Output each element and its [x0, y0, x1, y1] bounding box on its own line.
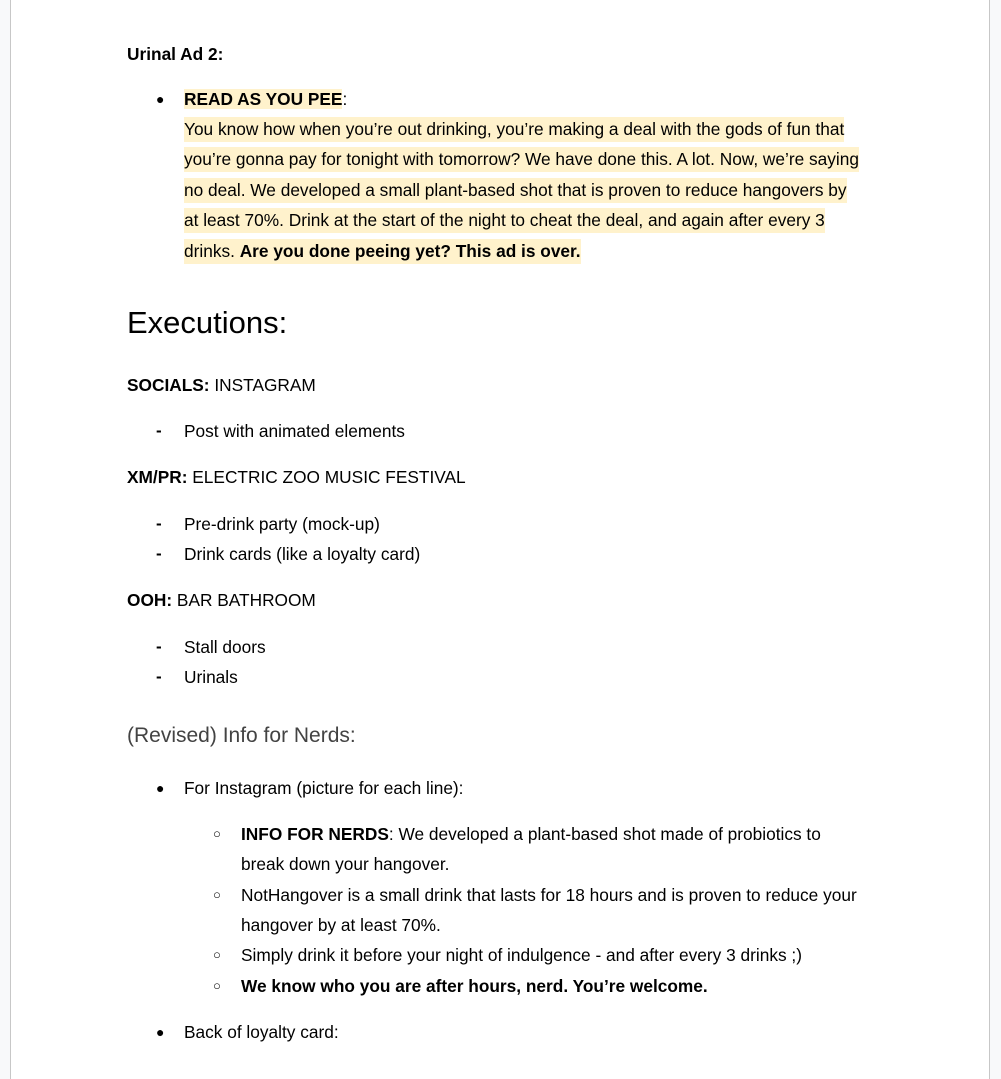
socials-label: SOCIALS: [127, 375, 210, 395]
executions-heading: Executions: [127, 305, 288, 340]
xmpr-value: ELECTRIC ZOO MUSIC FESTIVAL [187, 467, 466, 487]
dash-glyph: - [156, 544, 162, 563]
nerds-sub4: We know who you are after hours, nerd. You’re welcome. [241, 976, 708, 996]
nerds-sub2-line1: NotHangover is a small drink that lasts for 18 hours and is proven to reduce your [241, 885, 857, 905]
socials-value: INSTAGRAM [209, 375, 316, 395]
urinal-ad-body-line: you’re gonna pay for tonight with tomorrow? We have done this. A lot. Now, we’re saying [184, 147, 859, 172]
dash-glyph: - [156, 667, 162, 686]
read-as-you-pee-label: READ AS YOU PEE [184, 89, 343, 109]
urinal-ad-body [184, 114, 859, 266]
bullet-glyph: ● [156, 780, 165, 796]
xmpr-label: XM/PR: [127, 467, 188, 487]
list-item: Urinals [184, 667, 238, 687]
xmpr-section-title [127, 462, 466, 492]
list-item: Stall doors [184, 637, 266, 657]
nerds-sub1-line2: break down your hangover. [241, 854, 450, 874]
dash-glyph: - [156, 421, 162, 440]
list-item: Drink cards (like a loyalty card) [184, 544, 421, 564]
urinal-ad-body-line: at least 70%. Drink at the start of the night to cheat the deal, and again after every 3 [184, 208, 825, 233]
urinal-ad-body-last-start: drinks. [184, 239, 240, 264]
read-as-you-pee-heading [184, 84, 347, 114]
dash-glyph: - [156, 514, 162, 533]
bullet-glyph: ● [156, 91, 165, 107]
socials-section-title [127, 370, 316, 400]
nerds-sub1-rest: : We developed a plant-based shot made of probiotics to [388, 824, 821, 844]
urinal-ad-body-last-bold: Are you done peeing yet? This ad is over. [240, 239, 581, 264]
read-as-you-pee-colon: : [342, 89, 348, 109]
urinal-ad-body-line: no deal. We developed a small plant-based shot that is proven to reduce hangovers by [184, 178, 847, 203]
document-page [10, 0, 990, 1079]
bullet-glyph: ● [156, 1024, 165, 1040]
ooh-section-title [127, 585, 316, 615]
nerds-sub1-line1 [241, 819, 821, 849]
circle-glyph: ○ [213, 887, 221, 902]
list-item: Post with animated elements [184, 421, 405, 441]
nerds-sub2-line2: hangover by at least 70%. [241, 915, 441, 935]
list-item: Pre-drink party (mock-up) [184, 514, 380, 534]
circle-glyph: ○ [213, 978, 221, 993]
circle-glyph: ○ [213, 826, 221, 841]
urinal-ad-body-line: You know how when you’re out drinking, you’re making a deal with the gods of fun that [184, 117, 844, 142]
nerds-heading: (Revised) Info for Nerds: [127, 724, 356, 747]
info-for-nerds-label: INFO FOR NERDS [241, 824, 389, 844]
nerds-sub3: Simply drink it before your night of indulgence - and after every 3 drinks ;) [241, 945, 802, 965]
dash-glyph: - [156, 637, 162, 656]
ooh-value: BAR BATHROOM [172, 590, 316, 610]
loyalty-card-bullet: Back of loyalty card: [184, 1022, 339, 1042]
circle-glyph: ○ [213, 947, 221, 962]
urinal-ad-title: Urinal Ad 2: [127, 44, 224, 64]
ooh-label: OOH: [127, 590, 173, 610]
instagram-bullet: For Instagram (picture for each line): [184, 778, 464, 798]
